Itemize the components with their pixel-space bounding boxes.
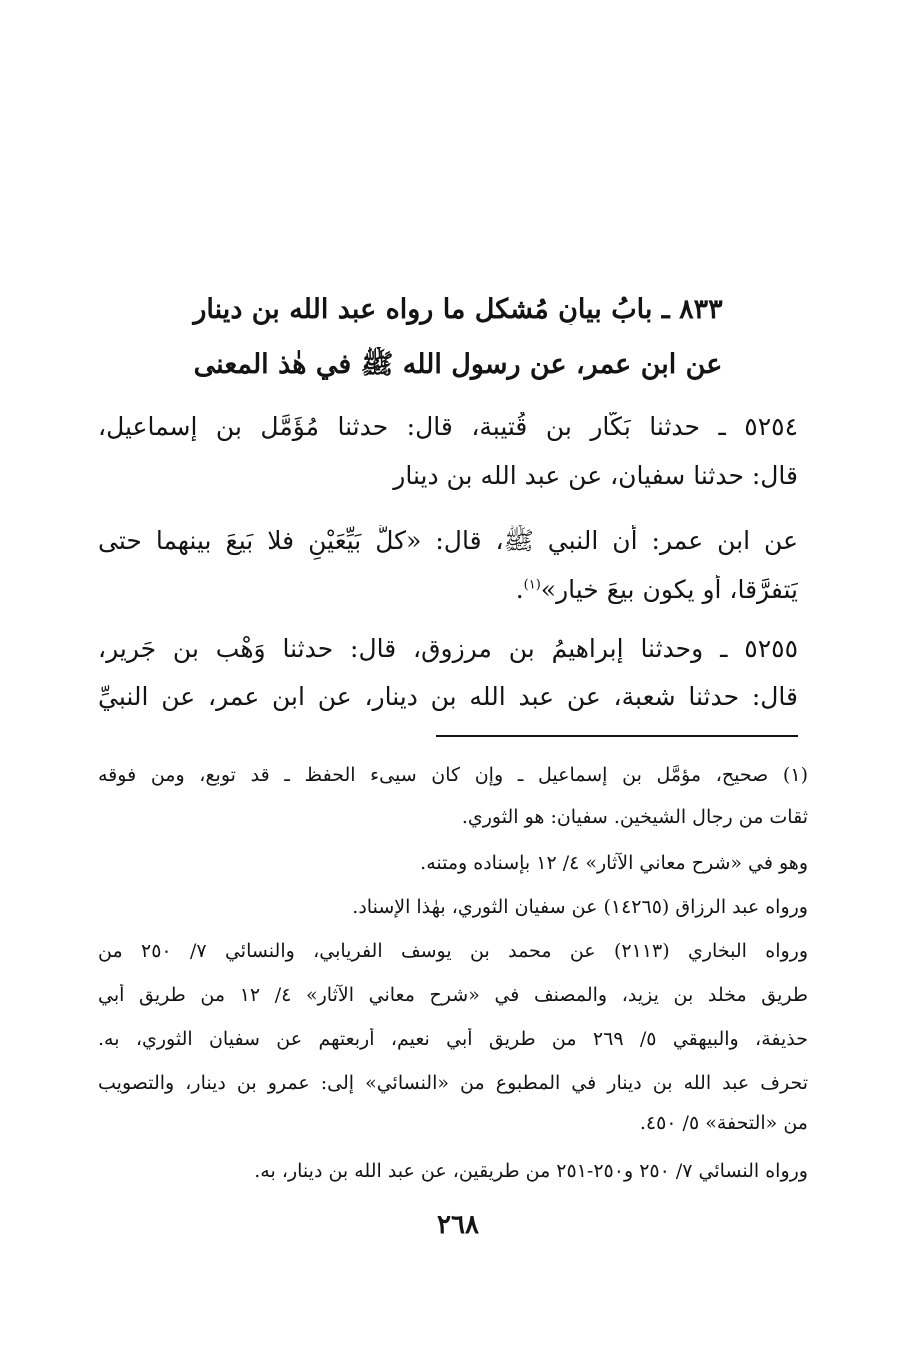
hadith-5254-line-4-end: . bbox=[515, 575, 524, 604]
chapter-heading-line-1: ٨٣٣ ـ بابُ بيانِ مُشكل ما رواه عبد الله بن دينار bbox=[193, 294, 723, 325]
footnote-line-2: ثقات من رجال الشيخين. سفيان: هو الثوري. bbox=[461, 806, 808, 828]
footnote-line-1: (١) صحيح، مؤمَّل بن إسماعيل ـ وإن كان سيىء الحفظ ـ قد توبع، ومن فوقه bbox=[98, 764, 808, 786]
footnote-line-7: حذيفة، والبيهقي ٥/ ٢٦٩ من طريق أبي نعيم، أربعتهم عن سفيان الثوري، به. bbox=[98, 1028, 808, 1050]
footnote-line-5: ورواه البخاري (٢١١٣) عن محمد بن يوسف الفريابي، والنسائي ٧/ ٢٥٠ من bbox=[98, 940, 808, 962]
hadith-5254-line-2: قال: حدثنا سفيان، عن عبد الله بن دينار bbox=[393, 461, 798, 490]
footnote-separator bbox=[436, 735, 798, 737]
hadith-5255-line-1: ٥٢٥٥ ـ وحدثنا إبراهيمُ بن مرزوق، قال: حدثنا وَهْب بن جَرير، bbox=[98, 634, 798, 663]
hadith-5254-line-4 bbox=[98, 575, 798, 604]
footnote-line-4: ورواه عبد الرزاق (١٤٢٦٥) عن سفيان الثوري، بهٰذا الإسناد. bbox=[352, 896, 808, 918]
footnote-line-10: ورواه النسائي ٧/ ٢٥٠ و٢٥٠-٢٥١ من طريقين، عن عبد الله بن دينار، به. bbox=[254, 1160, 808, 1182]
hadith-5255-line-2: قال: حدثنا شعبة، عن عبد الله بن دينار، عن ابن عمر، عن النبيِّ bbox=[98, 682, 798, 711]
footnote-line-8: تحرف عبد الله بن دينار في المطبوع من «النسائي» إلى: عمرو بن دينار، والتصويب bbox=[98, 1072, 808, 1094]
hadith-5254-line-3: عن ابن عمر: أن النبي ﷺ، قال: «كلُّ بَيِّعَيْنِ فلا بَيعَ بينهما حتى bbox=[98, 526, 798, 555]
hadith-5254-line-4-text: يَتفرَّقا، أو يكون بيعَ خيارٍ» bbox=[540, 575, 798, 604]
page-number: ٢٦٨ bbox=[437, 1210, 479, 1240]
chapter-heading-line-2: عن ابن عمر، عن رسول الله ﷺ في هٰذ المعنى bbox=[193, 349, 723, 380]
footnote-line-3: وهو في «شرح معاني الآثار» ٤/ ١٢ بإسناده ومتنه. bbox=[420, 852, 808, 874]
footnote-marker: (١) bbox=[523, 577, 541, 593]
hadith-5254-line-1: ٥٢٥٤ ـ حدثنا بَكّار بن قُتيبة، قال: حدثنا مُؤَمَّل بن إسماعيل، bbox=[98, 412, 798, 441]
footnote-line-6: طريق مخلد بن يزيد، والمصنف في «شرح معاني الآثار» ٤/ ١٢ من طريق أبي bbox=[98, 984, 808, 1006]
footnote-line-9: من «التحفة» ٥/ ٤٥٠. bbox=[639, 1112, 808, 1134]
